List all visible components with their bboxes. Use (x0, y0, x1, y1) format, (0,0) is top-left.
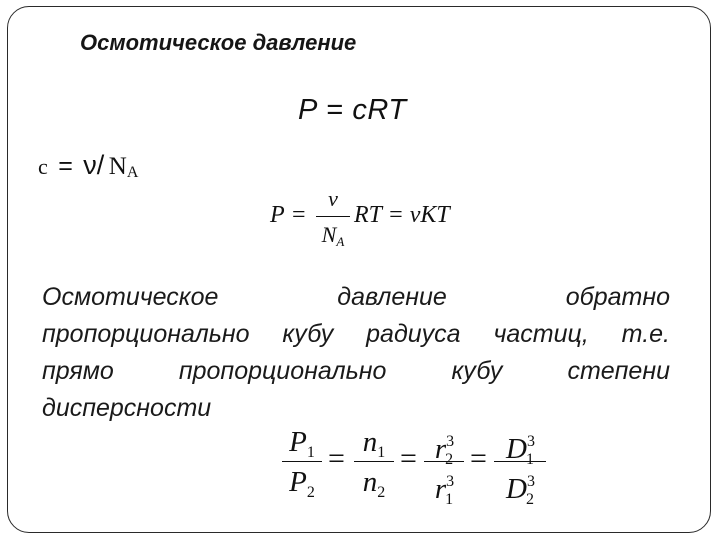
fraction-numerator: ν (328, 186, 338, 211)
formula-equals: = (326, 94, 344, 126)
paragraph-line-2: пропорционально кубу радиуса частиц, т.е. (42, 320, 670, 348)
expanded-p: P (270, 202, 285, 228)
ratio-equals-1: = (328, 442, 345, 475)
formula-crt: cRT (352, 94, 407, 126)
paragraph-line-4: дисперсности (42, 394, 212, 422)
concentration-symbol: c (38, 154, 48, 179)
ratio-fraction-n: $n_1$ $n_2$ (354, 422, 394, 500)
body-paragraph (42, 279, 670, 427)
ratio-fraction-pressure: $P_1$ $P_2$ (282, 422, 322, 500)
expanded-rest: RT = νKT (354, 202, 450, 228)
formula-expanded (270, 186, 510, 262)
fraction-bar (316, 216, 350, 217)
expanded-fraction (316, 186, 350, 255)
slide-title: Осмотическое давление (80, 30, 357, 55)
concentration-nu: ν/ (83, 150, 105, 180)
formula-concentration (38, 150, 138, 182)
ratio-fraction-r: $r^3_2$ $r^3_1$ (424, 422, 464, 500)
ratio-equals-3: = (470, 442, 487, 475)
concentration-equals: = (58, 152, 73, 180)
formula-osmotic-pressure (298, 94, 407, 127)
fraction-denominator: $N_A$ (321, 222, 345, 249)
formula-p: P (298, 94, 318, 126)
ratio-equals-2: = (400, 442, 417, 475)
avogadro-symbol: $N_A$ (108, 153, 139, 181)
ratio-fraction-d: $D^3_1$ $D^3_2$ (494, 422, 546, 500)
paragraph-line-1: Осмотическое давление обратно (42, 283, 670, 311)
paragraph-line-3: прямо пропорционально кубу степени (42, 357, 670, 385)
formula-ratio (282, 422, 550, 514)
expanded-equals: = (292, 202, 306, 228)
